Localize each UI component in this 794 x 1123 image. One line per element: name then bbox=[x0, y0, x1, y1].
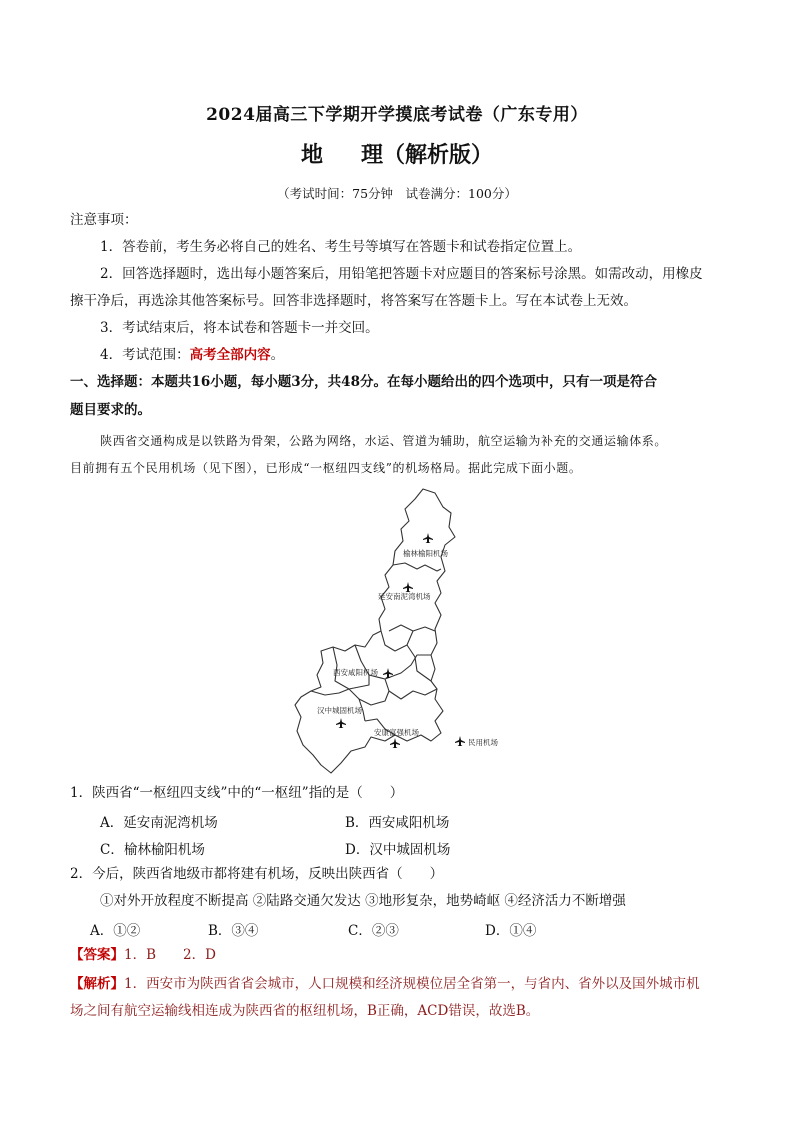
q2-stem: 2．今后，陕西省地级市都将建有机场，反映出陕西省（ ） bbox=[70, 866, 444, 882]
shaanxi-airport-map bbox=[285, 485, 515, 775]
boundary-hanzhong bbox=[311, 689, 365, 721]
exam-info: （考试时间：75分钟 试卷满分：100分） bbox=[277, 186, 517, 201]
answer-line bbox=[70, 946, 216, 965]
airplane-icon bbox=[423, 533, 433, 543]
notes-heading: 注意事项： bbox=[70, 212, 138, 228]
boundary-shangluo bbox=[385, 679, 437, 699]
q1-option-b: B．西安咸阳机场 bbox=[345, 815, 450, 831]
analysis-text-1: 1．西安市为陕西省省会城市，人口规模和经济规模位居全省第一，与省内、省外以及国外城市机 bbox=[124, 976, 700, 992]
airplane-icon bbox=[336, 718, 346, 728]
airport-label-hanzhong: 汉中城固机场 bbox=[317, 706, 362, 715]
exam-title: 2024届高三下学期开学摸底考试卷（广东专用） bbox=[206, 105, 588, 125]
q2-statements: ①对外开放程度不断提高 ②陆路交通欠发达 ③地形复杂，地势崎岖 ④经济活力不断增强 bbox=[100, 893, 626, 909]
material-line2: 目前拥有五个民用机场（见下图），已形成“一枢纽四支线”的机场格局。据此完成下面小题。 bbox=[70, 461, 582, 475]
q1-option-d: D．汉中城固机场 bbox=[345, 842, 451, 858]
airplane-icon bbox=[403, 582, 413, 592]
q2-option-a: A．①② bbox=[90, 923, 141, 939]
material-line1: 陕西省交通构成是以铁路为骨架，公路为网络，水运、管道为辅助，航空运输为补充的交通运输体系。 bbox=[100, 434, 668, 448]
note-item-2-line2: 擦干净后，再选涂其他答案标号。回答非选择题时，将答案写在答题卡上。写在本试卷上无效。 bbox=[70, 293, 637, 309]
q1-option-a: A．延安南泥湾机场 bbox=[100, 815, 218, 831]
boundary-yulin-yanan bbox=[393, 563, 441, 571]
boundary-ankang bbox=[359, 691, 389, 705]
subject-title-a: 地 bbox=[300, 142, 323, 168]
section-heading-line1: 一、选择题：本题共16小题，每小题3分，共48分。在每小题给出的四个选项中，只有一项是符合 bbox=[70, 374, 657, 390]
airport-label-yulin: 榆林榆阳机场 bbox=[403, 549, 448, 558]
boundary-yanan-south bbox=[389, 625, 435, 631]
exam-scope: 高考全部内容 bbox=[189, 347, 271, 363]
note-item-4-prefix: 4．考试范围： bbox=[100, 347, 190, 363]
q2-option-b: B．③④ bbox=[208, 923, 259, 939]
answer-tag: 【答案】 bbox=[70, 947, 124, 963]
analysis-line2: 场之间有航空运输线相连成为陕西省的枢纽机场，B正确，ACD错误，故选B。 bbox=[70, 1003, 540, 1019]
analysis-line1 bbox=[70, 975, 700, 994]
q2-option-c: C．②③ bbox=[348, 923, 399, 939]
boundary-weinan bbox=[407, 645, 431, 681]
map-legend-label: 民用机场 bbox=[468, 738, 498, 747]
note-item-1: 1．答卷前，考生务必将自己的姓名、考生号等填写在答题卡和试卷指定位置上。 bbox=[100, 239, 582, 255]
subject-title bbox=[0, 138, 794, 169]
airport-label-yanan: 延安南泥湾机场 bbox=[378, 592, 431, 601]
subject-title-b: 理（解析版） bbox=[361, 142, 494, 168]
analysis-tag: 【解析】 bbox=[70, 976, 124, 992]
answer-text: 1．B 2．D bbox=[124, 947, 216, 963]
q2-option-d: D．①④ bbox=[485, 923, 537, 939]
airport-label-xian: 西安咸阳机场 bbox=[333, 668, 378, 677]
boundary-tongchuan bbox=[381, 631, 413, 651]
note-item-3: 3．考试结束后，将本试卷和答题卡一并交回。 bbox=[100, 320, 379, 336]
q1-option-c: C．榆林榆阳机场 bbox=[100, 842, 205, 858]
airplane-icon bbox=[390, 738, 400, 748]
note-item-4 bbox=[100, 346, 284, 365]
note-item-2-line1: 2．回答选择题时，选出每小题答案后，用铅笔把答题卡对应题目的答案标号涂黑。如需改动，用橡皮 bbox=[100, 266, 703, 282]
legend-airplane-icon bbox=[455, 736, 465, 746]
airport-label-ankang: 安康富强机场 bbox=[374, 728, 419, 737]
section-heading-line2: 题目要求的。 bbox=[70, 402, 151, 418]
q1-stem: 1．陕西省“一枢纽四支线”中的“一枢纽”指的是（ ） bbox=[70, 785, 404, 801]
note-item-4-suffix: 。 bbox=[270, 347, 285, 363]
